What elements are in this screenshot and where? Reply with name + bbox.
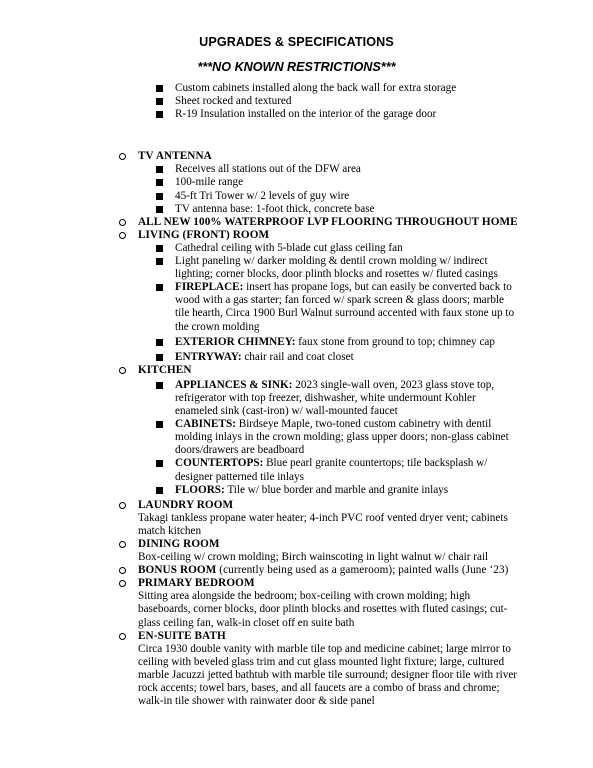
section-heading-kitchen: KITCHEN [0, 364, 593, 377]
square-bullet-icon [156, 339, 163, 346]
circle-bullet-icon [119, 567, 126, 574]
spacer [0, 121, 593, 150]
list-item: Cathedral ceiling with 5-blade cut glass ceiling fan [0, 242, 593, 255]
list-item: COUNTERTOPS: Blue pearl granite countertops; tile backsplash w/ designer patterned tile inlays [0, 457, 593, 483]
list-item: CABINETS: Birdseye Maple, two-toned custom cabinetry with dentil molding inlays in the crown molding; glass upper doors; non-glass cabinet doors/drawers are beadboard [0, 418, 593, 457]
square-bullet-icon [156, 98, 163, 105]
square-bullet-icon [156, 284, 163, 291]
circle-bullet-icon [119, 541, 126, 548]
square-bullet-icon [156, 382, 163, 389]
square-bullet-icon [156, 206, 163, 213]
list-item: Light paneling w/ darker molding & dentil crown molding w/ indirect lighting; corner blocks, door plinth blocks and rosettes w/ fluted casings [0, 255, 593, 281]
square-bullet-icon [156, 179, 163, 186]
square-bullet-icon [156, 193, 163, 200]
section-description: Circa 1930 double vanity with marble tile top and medicine cabinet; large mirror to ceiling with beveled glass trim and cut glass mounted light fixture; large, cultured marble Jacuzzi jetted bathtub with marble tile surround; designer floor tile with river rock accents; towel bars, bases, and all faucets are a combo of brass and chrome; walk-in tile shower with rainwater door & side panel [138, 642, 518, 708]
square-bullet-icon [156, 354, 163, 361]
section-description: Takagi tankless propane water heater; 4-inch PVC roof vented dryer vent; cabinets match kitchen [138, 511, 508, 537]
list-item: Sheet rocked and textured [0, 95, 593, 108]
list-item: Receives all stations out of the DFW area [0, 163, 593, 176]
circle-bullet-icon [119, 232, 126, 239]
square-bullet-icon [156, 245, 163, 252]
section-heading-en-suite-bath: EN-SUITE BATH [0, 630, 593, 643]
square-bullet-icon [156, 85, 163, 92]
document-subtitle: ***NO KNOWN RESTRICTIONS*** [197, 60, 396, 74]
square-bullet-icon [156, 460, 163, 467]
square-bullet-icon [156, 421, 163, 428]
section-description: Box-ceiling w/ crown molding; Birch wainscoting in light walnut w/ chair rail [138, 551, 489, 564]
document-content [0, 82, 593, 708]
list-item: FIREPLACE: insert has propane logs, but can easily be converted back to wood with a gas starter; fan forced w/ spark screen & glass doors; marble tile hearth, Circa 1900 Burl Walnut surround accented with faux stone up to the crown molding [0, 281, 593, 333]
circle-bullet-icon [119, 219, 126, 226]
section-heading-primary-bedroom: PRIMARY BEDROOM [0, 577, 593, 590]
list-item: APPLIANCES & SINK: 2023 single-wall oven, 2023 glass stove top, refrigerator with top freezer, dishwasher, white undermount Kohler enameled sink (cast-iron) w/ wall-mounted faucet [0, 379, 593, 418]
section-heading-lvp-flooring: ALL NEW 100% WATERPROOF LVP FLOORING THROUGHOUT HOME [0, 216, 593, 229]
list-item: EXTERIOR CHIMNEY: faux stone from ground to top; chimney cap [0, 336, 593, 349]
section-description: Sitting area alongside the bedroom; box-ceiling with crown molding; high baseboards, corner blocks, door plinth blocks and rosettes with fluted casings; cut-glass ceiling fan, walk-in closet off en suite bath [138, 590, 508, 629]
circle-bullet-icon [119, 580, 126, 587]
square-bullet-icon [156, 166, 163, 173]
list-item: ENTRYWAY: chair rail and coat closet [0, 351, 593, 364]
circle-bullet-icon [119, 153, 126, 160]
circle-bullet-icon [119, 367, 126, 374]
list-item: Custom cabinets installed along the back wall for extra storage [0, 82, 593, 95]
section-heading-tv-antenna: TV ANTENNA [0, 150, 593, 163]
square-bullet-icon [156, 258, 163, 265]
section-heading-laundry-room: LAUNDRY ROOM [0, 499, 593, 512]
square-bullet-icon [156, 487, 163, 494]
list-item: R-19 Insulation installed on the interior of the garage door [0, 108, 593, 121]
circle-bullet-icon [119, 633, 126, 640]
list-item: 45-ft Tri Tower w/ 2 levels of guy wire [0, 190, 593, 203]
section-heading-dining-room: DINING ROOM [0, 538, 593, 551]
circle-bullet-icon [119, 502, 126, 509]
section-heading-bonus-room: BONUS ROOM (currently being used as a gameroom); painted walls (June ‘23) [0, 564, 593, 577]
list-item: 100-mile range [0, 176, 593, 189]
document-title: UPGRADES & SPECIFICATIONS [199, 35, 394, 49]
square-bullet-icon [156, 111, 163, 118]
list-item: TV antenna base: 1-foot thick, concrete base [0, 203, 593, 216]
section-heading-living-room: LIVING (FRONT) ROOM [0, 229, 593, 242]
list-item: FLOORS: Tile w/ blue border and marble and granite inlays [0, 484, 593, 497]
